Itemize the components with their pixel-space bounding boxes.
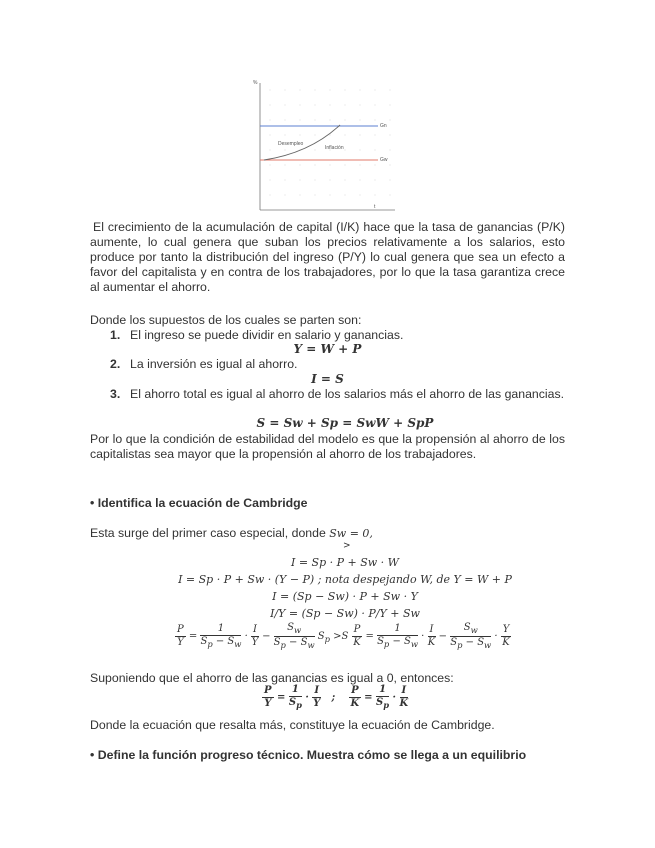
grid-dot [345,150,346,151]
annotation-desempleo: Desempleo [278,141,304,147]
section-heading-technical-progress: • Define la función progreso técnico. Muestra cómo se llega a un equilibrio [90,748,527,762]
grid-dot [330,120,331,121]
grid-dot [270,90,271,91]
grid-dot [360,165,361,166]
grid-dot [345,180,346,181]
list-item-3-text: El ahorro total es igual al ahorro de los salarios más el ahorro de las ganancias. [130,387,565,401]
grid-dot [375,165,376,166]
grid-dot [315,180,316,181]
grid-dot [390,90,391,91]
derivation-eq-4: I/Y = (Sp − Sw) · P/Y + Sw [270,607,420,620]
grid-dot [345,105,346,106]
grid-dot [300,90,301,91]
grid-dot [300,135,301,136]
grid-dot [285,165,286,166]
grid-dot [285,105,286,106]
grid-dot [270,150,271,151]
paragraph-assumptions-intro: Donde los supuestos de los cuales se parten son: [90,313,362,327]
grid-dot [375,120,376,121]
grid-dot [360,180,361,181]
grid-dot [285,195,286,196]
greater-than-mark: > [343,541,351,551]
grid-dot [375,150,376,151]
grid-dot [270,180,271,181]
grid-dot [315,150,316,151]
grid-dot [390,150,391,151]
grid-dot [375,180,376,181]
derivation-eq-1: I = Sp · P + Sw · W [291,556,399,569]
grid-dot [330,105,331,106]
grid-dot [345,135,346,136]
equation-income: Y = W + P [293,342,362,356]
grid-dot [315,90,316,91]
grid-dot [330,165,331,166]
paragraph-zero-saving: Suponiendo que el ahorro de las ganancias es igual a 0, entonces: [90,671,454,685]
paragraph-cambridge-conclusion: Donde la ecuación que resalta más, constituye la ecuación de Cambridge. [90,718,495,732]
grid-dot [270,165,271,166]
grid-dot [300,165,301,166]
grid-dot [390,165,391,166]
grid-dot [390,180,391,181]
list-item-2-text: La inversión es igual al ahorro. [130,357,298,371]
grid-dot [360,105,361,106]
equation-investment-saving: I = S [311,372,344,386]
grid-dot [315,120,316,121]
grid-dot [315,135,316,136]
grid-dot [390,135,391,136]
growth-chart [250,75,400,215]
grid-dot [375,195,376,196]
grid-dot [300,120,301,121]
grid-dot [285,120,286,121]
list-number-1: 1. [110,328,121,342]
paragraph-special-case: Esta surge del primer caso especial, donde Sw = 0, [90,526,373,540]
equation-total-saving: S = Sw + Sp = SwW + SpP [256,416,434,430]
grid-dot [285,180,286,181]
grid-dot [315,195,316,196]
y-axis-label: % [253,80,258,86]
grid-dot [285,90,286,91]
grid-dot [375,90,376,91]
grid-dot [270,105,271,106]
grid-dot [345,120,346,121]
grid-dot [375,135,376,136]
grid-dot [390,120,391,121]
grid-dot [300,180,301,181]
derivation-eq-2: I = Sp · P + Sw · (Y − P) ; nota despejando W, de Y = W + P [178,573,512,586]
grid-dot [330,195,331,196]
derivation-eq-fractions: $\frac{P}{Y}$ = $\frac{1}{S_p - S_w}$ · $\frac{I}{Y}$ − $\frac{S_w}{S_p - S_w}$ $S_p >S$ $\frac{P}{K}$ = $\frac{1}{S_p - S_w}$ · $\frac{I}{K}$ − $\frac{S_w}{S_p - S_w}$ · $\frac{Y}{K}$ [177,622,510,650]
grid-dot [285,150,286,151]
grid-dot [345,165,346,166]
grid-dot [390,195,391,196]
grid-dot [360,195,361,196]
grid-dot [360,135,361,136]
list-number-2: 2. [110,357,121,371]
grid-dot [390,105,391,106]
list-number-3: 3. [110,387,121,401]
grid-dot [270,195,271,196]
series-gn-label: Gn [380,123,387,129]
list-item-1-text: El ingreso se puede dividir en salario y ganancias. [130,328,404,342]
grid-dot [345,195,346,196]
grid-dot [285,135,286,136]
annotation-inflacion: Inflación [325,145,344,151]
grid-dot [315,165,316,166]
derivation-eq-3: I = (Sp − Sw) · P + Sw · Y [272,590,418,603]
grid-dot [300,105,301,106]
grid-dot [360,150,361,151]
grid-dot [360,120,361,121]
cambridge-equation: $\frac{P}{Y}$ = $\frac{1}{S_p}$ · $\frac{I}{Y}$ ; $\frac{P}{K}$ = $\frac{1}{S_p}$ · $\frac{I}{K}$ [264,684,409,710]
section-heading-cambridge: • Identifica la ecuación de Cambridge [90,496,308,510]
grid-dot [270,120,271,121]
grid-dot [375,105,376,106]
grid-dot [315,105,316,106]
grid-dot [345,90,346,91]
grid-dot [360,90,361,91]
grid-dot [330,90,331,91]
sw-zero-math: Sw = 0, [329,527,373,540]
grid-dot [270,135,271,136]
paragraph-capital-accumulation: El crecimiento de la acumulación de capital (I/K) hace que la tasa de ganancias (P/K) aumente, lo cual genera que suban los precios relativamente a los salarios, esto produce por tanto la distribución del ingreso (P/Y) lo cual genera que sea un efecto a favor del capitalista y en contra de los trabajadores, por lo que la tasa garantiza crece al aumentar el ahorro. [90,220,565,294]
paragraph-stability-condition: Por lo que la condición de estabilidad del modelo es que la propensión al ahorro de los capitalistas sea mayor que la propensión al ahorro de los trabajadores. [90,432,565,461]
grid-dot [300,195,301,196]
x-axis-label: t [374,204,376,210]
grid-dot [330,180,331,181]
grid-dot [330,135,331,136]
series-gw-label: Gw [380,157,388,163]
